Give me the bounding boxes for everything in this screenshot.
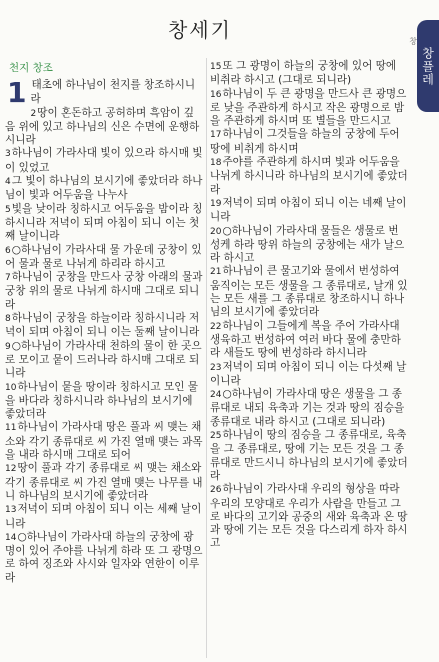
verse-text: 태초에 하나님이 천지를 창조하시니라	[30, 79, 196, 106]
section-heading: 천지 창조	[9, 62, 53, 74]
verse-number: 20	[210, 226, 222, 237]
verse-text: 그 빛이 하나님의 보시기에 좋았더라 하나님이 빛과 어두움을 나누사	[5, 175, 203, 202]
verse	[5, 340, 203, 381]
verse-number: 4	[5, 177, 11, 188]
verse	[210, 225, 408, 266]
verse-text: 하나님이 뭍을 땅이라 칭하시고 모인 물을 바다라 칭하시니라 하나님의 보시기에 좋았더라	[5, 380, 199, 421]
verse-text: 땅이 혼돈하고 공허하며 흑암이 깊음 위에 있고 하나님의 신은 수면에 운행하시니라	[5, 106, 200, 147]
verse-text: 하나님이 두 큰 광명을 만드사 큰 광명으로 낮을 주관하게 하시고 작은 광명으로 밤을 주관하게 하시며 또 별들을 만드시고	[210, 87, 407, 128]
verse-text: 땅이 풀과 각기 종류대로 씨 맺는 채소와 각기 종류대로 씨 가진 열매 맺는 나무를 내니 하나님의 보시기에 좋았더라	[5, 462, 203, 502]
chapter-number: 1	[7, 76, 27, 109]
verse	[210, 361, 408, 389]
verse-number: 23	[210, 362, 222, 373]
verse	[210, 429, 408, 483]
verse-text: 하나님이 그들에게 복을 주어 가라사대 생육하고 번성하여 여러 바다 물에 충만하라 새들도 땅에 번성하라 하시니라	[210, 319, 401, 360]
verse-text: 하나님이 큰 물고기와 물에서 번성하여 움직이는 모든 생물을 그 종류대로, 날개 있는 모든 새를 그 종류대로 창조하시니 하나님의 보시기에 좋았더라	[210, 265, 408, 319]
verse-number: 7	[5, 273, 11, 284]
right-column	[210, 60, 408, 551]
verse-text: 주야를 주관하게 하시며 빛과 어두움을 나뉘게 하시니라 하나님의 보시기에 좋았더라	[210, 156, 408, 196]
verse-text: ○하나님이 가라사대 땅은 생물을 그 종류대로 내되 육축과 기는 것과 땅의 짐승을 종류대로 내라 하시고 (그대로 되니라)	[210, 388, 405, 428]
verse	[5, 271, 203, 312]
verse-text: 저녁이 되며 아침이 되니 이는 세째 날이니라	[5, 503, 202, 530]
verse-text: 하나님이 가라사대 우리의 형상을 따라 우리의 모양대로 우리가 사람을 만들고 그로 바다의 고기와 공중의 새와 육축과 온 땅과 땅에 기는 모든 것을 다스리게 하자 하시고	[210, 483, 408, 550]
verse-number: 26	[210, 485, 222, 496]
verse-number: 11	[5, 423, 17, 434]
verse	[5, 421, 203, 462]
verse-number: 25	[210, 431, 222, 442]
verse-number: 2	[30, 108, 37, 119]
verse-number: 9	[5, 341, 11, 352]
verse	[210, 320, 408, 361]
verse-number: 8	[5, 314, 11, 325]
verse	[5, 462, 203, 503]
verse	[5, 244, 203, 272]
verse	[5, 203, 203, 244]
verse	[210, 156, 408, 197]
verse-number: 15	[210, 62, 222, 72]
verse-text: ○하나님이 가라사대 물들은 생물로 번성케 하라 땅위 하늘의 궁창에는 새가 날으라 하시고	[210, 224, 405, 265]
verse-number: 19	[210, 198, 222, 209]
verse	[210, 197, 408, 225]
verse	[5, 175, 203, 203]
verse-number: 6	[5, 245, 11, 256]
verse	[210, 128, 408, 156]
book-tab[interactable]: 창플레	[417, 20, 439, 112]
verse-text: 하나님이 궁창을 하늘이라 칭하시니라 저녁이 되며 아침이 되니 이는 둘째 날이니라	[5, 312, 200, 339]
verse	[5, 381, 203, 422]
verse	[210, 388, 408, 429]
page-title: 창세기	[168, 18, 232, 42]
verse-number: 18	[210, 158, 222, 169]
verse-text: 빛을 낮이라 칭하시고 어두움을 밤이라 칭하시니라 저녁이 되며 아침이 되니 이는 첫째 날이니라	[5, 202, 203, 243]
verse-text: 또 그 광명이 하늘의 궁창에 있어 땅에 비취라 하시고 (그대로 되니라)	[210, 60, 397, 87]
verse-number: 21	[210, 267, 222, 278]
column-divider	[206, 58, 207, 658]
verse-number: 22	[210, 321, 222, 332]
verse	[5, 76, 203, 109]
verse-text: 저녁이 되며 아침이 되니 이는 다섯째 날이니라	[210, 360, 407, 387]
verse	[210, 265, 408, 319]
verse-text: 하나님이 궁창을 만드사 궁창 아래의 물과 궁창 위의 물로 나뉘게 하시매 그대로 되니라	[5, 271, 203, 311]
verse-number: 17	[210, 130, 222, 141]
verse-text: 저녁이 되며 아침이 되니 이는 네째 날이니라	[210, 196, 407, 224]
verse	[5, 312, 203, 340]
verse	[5, 531, 203, 585]
left-column	[5, 60, 203, 585]
verse	[5, 503, 203, 531]
verse-number: 24	[210, 390, 222, 401]
verse	[210, 60, 408, 88]
verse-number: 14	[5, 532, 17, 543]
verse-text: 하나님이 땅의 짐승을 그 종류대로, 육축을 그 종류대로, 땅에 기는 모든 것을 그 종류대로 만드시니 하나님의 보시기에 좋았더라	[210, 429, 408, 482]
verse	[5, 107, 203, 148]
verse-text: ○하나님이 가라사대 물 가운데 궁창이 있어 물과 물로 나뉘게 하리라 하시고	[5, 243, 202, 270]
verse-text: ○하나님이 가라사대 하늘의 궁창에 광명이 있어 주야를 나뉘게 하라 또 그 광명으로 하여 징조와 사시와 일자와 연한이 이루라	[5, 530, 203, 584]
verse-number: 16	[210, 89, 222, 100]
verse-text: 하나님이 그것들을 하늘의 궁창에 두어 땅에 비취게 하시며	[210, 128, 400, 155]
verse-number: 10	[5, 382, 17, 393]
verse-number: 5	[5, 204, 11, 215]
verse	[210, 88, 408, 129]
verse-text: 하나님이 가라사대 빛이 있으라 하시매 빛이 있었고	[5, 147, 203, 174]
verse-number: 3	[5, 149, 11, 160]
verse	[210, 483, 408, 550]
verse-number: 13	[5, 505, 17, 516]
verse-text: ○하나님이 가라사대 천하의 물이 한 곳으로 모이고 뭍이 드러나라 하시매 그대로 되니라	[5, 339, 202, 380]
verse-text: 하나님이 가라사대 땅은 풀과 씨 맺는 채소와 각기 종류대로 씨 가진 열매 맺는 과목을 내라 하시매 그대로 되어	[5, 421, 203, 462]
verse	[5, 147, 203, 175]
side-tab-small-label: 창	[409, 37, 417, 46]
verse-number: 12	[5, 464, 17, 475]
